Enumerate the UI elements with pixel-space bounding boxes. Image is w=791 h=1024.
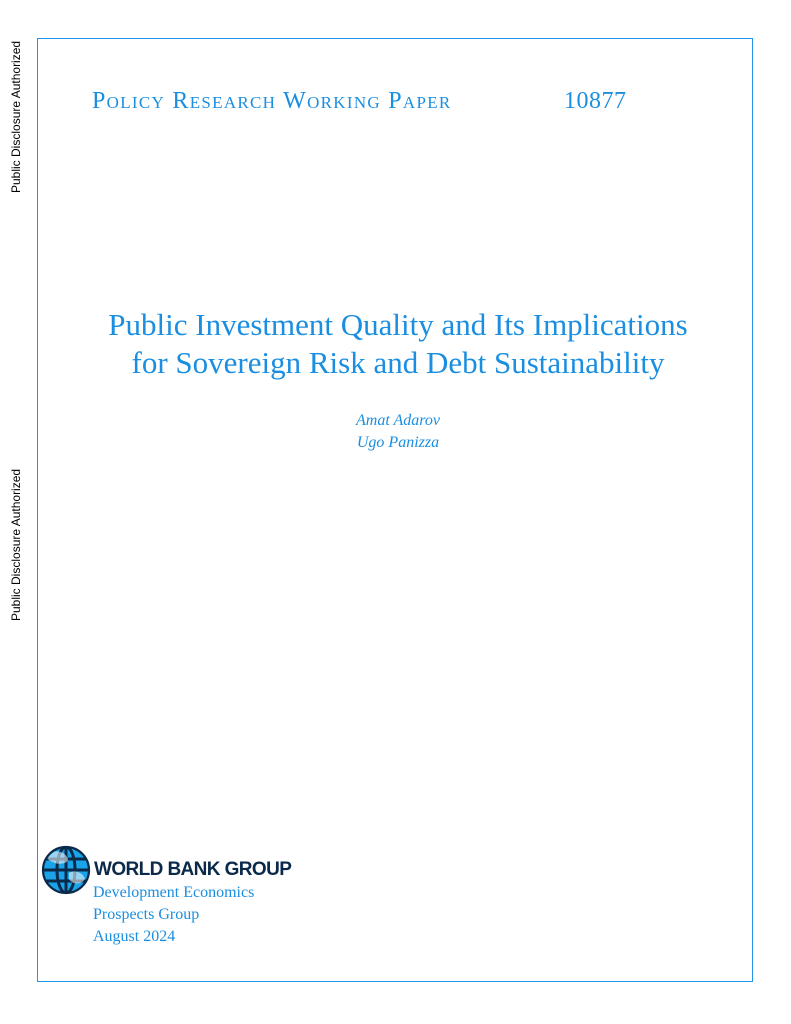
department-line-1: Development Economics: [93, 884, 255, 901]
department-line-2: Prospects Group: [93, 906, 200, 923]
author-2: Ugo Panizza: [356, 434, 440, 451]
title-line-1: Public Investment Quality and Its Implications: [108, 307, 688, 342]
authors: [40, 410, 756, 454]
paper-title: [40, 306, 756, 382]
disclosure-label-middle: Public Disclosure Authorized: [9, 468, 23, 621]
publisher-imprint: [93, 882, 254, 948]
disclosure-label-top: Public Disclosure Authorized: [9, 40, 23, 193]
logo-wordmark: WORLD BANK GROUP: [94, 859, 292, 880]
paper-number: 10877: [564, 88, 627, 114]
title-line-2: for Sovereign Risk and Debt Sustainability: [131, 345, 665, 380]
author-1: Amat Adarov: [356, 412, 440, 429]
globe-icon: [41, 845, 91, 895]
cover-frame: [37, 38, 753, 982]
publication-date: August 2024: [93, 928, 176, 945]
series-header: [92, 88, 627, 115]
series-name: Policy Research Working Paper: [92, 88, 452, 114]
